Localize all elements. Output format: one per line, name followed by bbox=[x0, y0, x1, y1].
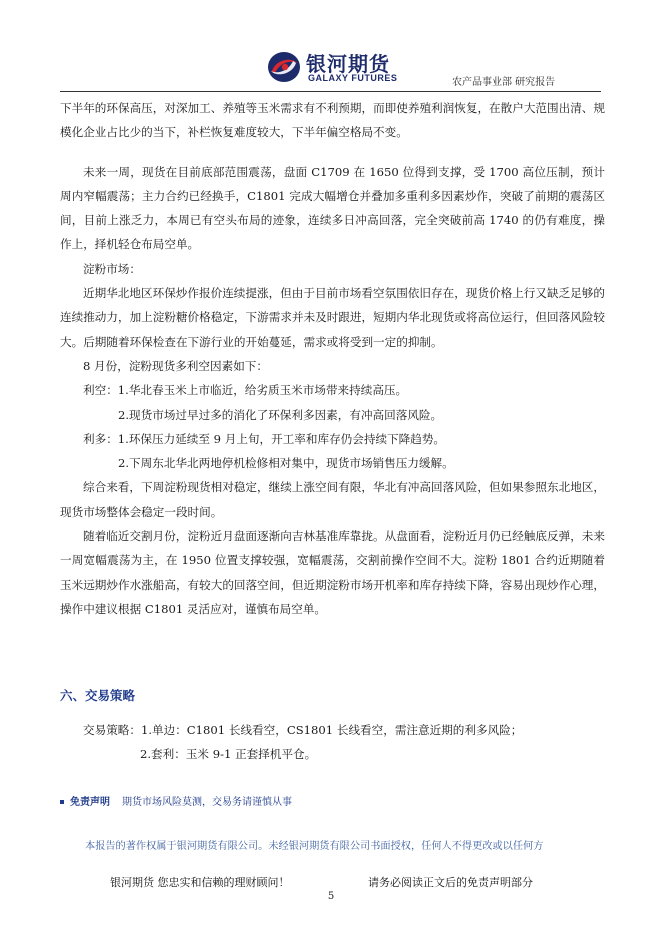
paragraph-starch-heading: 淀粉市场： bbox=[83, 261, 141, 276]
section-title-trading-strategy: 六、交易策略 bbox=[60, 688, 136, 703]
header-divider bbox=[60, 91, 601, 92]
galaxy-futures-logo bbox=[266, 48, 406, 88]
department-label: 农产品事业部 研究报告 bbox=[452, 77, 556, 88]
footer-disclaimer-reminder: 请务必阅读正文后的免责声明部分 bbox=[368, 876, 533, 889]
report-body bbox=[60, 96, 605, 621]
strategy-line-arbitrage: 2.套利：玉米 9-1 正套择机平仓。 bbox=[140, 747, 317, 762]
paragraph-gap bbox=[60, 145, 605, 160]
paragraph-august-factors: 8 月份，淀粉现货多利空因素如下： bbox=[83, 358, 268, 373]
bearish-factor-1: 利空：1.华北春玉米上市临近，给劣质玉米市场带来持续高压。 bbox=[83, 383, 408, 398]
disclaimer-text: 期货市场风险莫测，交易务请谨慎从事 bbox=[122, 797, 292, 808]
disclaimer-row bbox=[60, 793, 292, 808]
disclaimer-label: 免责声明 bbox=[70, 797, 110, 808]
copyright-notice: 本报告的著作权属于银河期货有限公司。未经银河期货有限公司书面授权，任何人不得更改或以任何方 bbox=[85, 841, 544, 852]
page-number: 5 bbox=[327, 891, 335, 902]
bullish-factor-2: 2.下周东北华北两地停机检修相对集中，现货市场销售压力缓解。 bbox=[118, 456, 454, 471]
paragraph-weekly-forecast: 未来一周，现货在目前底部范围震荡，盘面 C1709 在 1650 位得到支撑，受 1700 高位压制，预计周内窄幅震荡；主力合约已经换手，C1801 完成大幅增仓并叠加多重利多因素炒作，突破了前期的震荡区间，目前上涨乏力，本周已有空头布局的迹象，连续多日冲高回落，完全突破前高 1740 的仍有难度，操作上，择机轻仓布局空单。 bbox=[60, 164, 605, 252]
page-header bbox=[0, 0, 662, 96]
trading-strategy-block bbox=[60, 718, 605, 767]
bearish-factor-2: 2.现货市场过早过多的消化了环保利多因素，有冲高回落风险。 bbox=[118, 407, 443, 422]
paragraph-starch-market: 近期华北地区环保炒作报价连续提涨，但由于目前市场看空氛围依旧存在，现货价格上行又缺乏足够的连续推动力，加上淀粉糖价格稳定，下游需求并未及时跟进，短期内华北现货或将高位运行，但回落风险较大。后期随着环保检查在下游行业的开始蔓延，需求或将受到一定的抑制。 bbox=[60, 286, 605, 349]
paragraph-summary: 综合来看，下周淀粉现货相对稳定，继续上涨空间有限，华北有冲高回落风险，但如果参照东北地区，现货市场整体会稳定一段时间。 bbox=[60, 480, 605, 519]
paragraph-corner-outlook: 下半年的环保高压，对深加工、养殖等玉米需求有不利预期，而即使养殖利润恢复，在散户大范围出清、规模化企业占比少的当下，补栏恢复难度较大，下半年偏空格局不变。 bbox=[60, 101, 605, 140]
logo-chinese-name: 银河期货 bbox=[306, 52, 390, 76]
bullet-icon bbox=[60, 800, 64, 804]
footer-slogan: 银河期货 您忠实和信赖的理财顾问！ bbox=[110, 876, 290, 889]
bullish-factor-1: 利多：1.环保压力延续至 9 月上旬，开工率和库存仍会持续下降趋势。 bbox=[83, 431, 446, 446]
strategy-line-directional: 交易策略：1.单边：C1801 长线看空，CS1801 长线看空，需注意近期的利多风险； bbox=[83, 723, 523, 737]
paragraph-delivery-month: 随着临近交割月份，淀粉近月盘面逐渐向吉林基准库靠拢。从盘面看，淀粉近月仍已经触底反弹，未来一周宽幅震荡为主，在 1950 位置支撑较强，宽幅震荡，交割前操作空间不大。淀粉 1801 合约近期随着玉米远期炒作水涨船高，有较大的回落空间，但近期淀粉市场开机率和库存持续下降，容易出现炒作心理，操作中建议根据 C1801 灵活应对，谨慎布局空单。 bbox=[60, 529, 605, 616]
logo-english-name: GALAXY FUTURES bbox=[308, 73, 398, 83]
galaxy-logo-icon bbox=[266, 49, 302, 85]
